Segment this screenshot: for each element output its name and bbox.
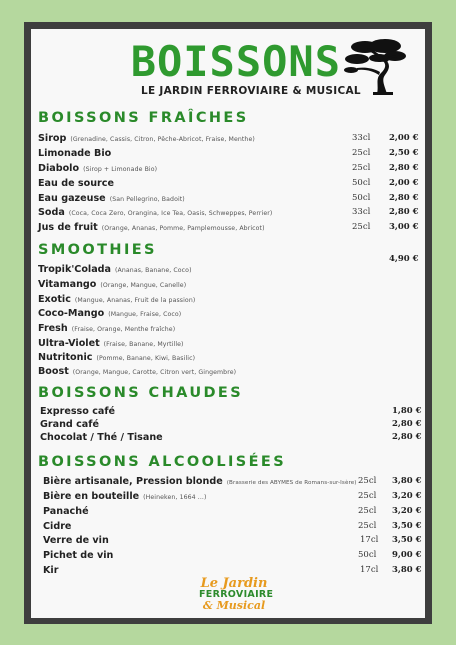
item-name: Limonade Bio bbox=[38, 148, 112, 159]
section-title-smoothies: SMOOTHIES bbox=[38, 242, 157, 258]
menu-row bbox=[31, 506, 425, 520]
menu-row bbox=[31, 550, 425, 564]
item-volume: 17cl bbox=[360, 565, 379, 575]
footer-logo bbox=[199, 576, 274, 615]
item-name: Soda (Coca, Coca Zero, Orangina, Ice Tea, Oasis, Schweppes, Perrier) bbox=[38, 207, 273, 218]
item-price: 3,80 € bbox=[392, 476, 422, 486]
item-volume: 50cl bbox=[352, 193, 371, 203]
item-name: Expresso café bbox=[40, 406, 116, 417]
item-desc: (Orange, Mangue, Canelle) bbox=[100, 282, 187, 289]
menu-row bbox=[31, 294, 425, 308]
logo-line-2: FERROVIAIRE bbox=[199, 589, 274, 600]
menu-row bbox=[31, 193, 425, 207]
item-name: Bière artisanale, Pression blonde (Brasserie des ABYMES de Romans-sur-Isère) bbox=[43, 476, 357, 487]
item-price: 3,50 € bbox=[392, 535, 422, 545]
item-name: Pichet de vin bbox=[43, 550, 114, 561]
menu-row bbox=[31, 133, 425, 147]
item-name: Exotic (Mangue, Ananas, Fruit de la passion) bbox=[38, 294, 196, 305]
item-price: 3,50 € bbox=[392, 521, 422, 531]
item-desc: (Fraise, Orange, Menthe fraîche) bbox=[71, 326, 176, 333]
item-name: Sirop (Grenadine, Cassis, Citron, Pêche-Abricot, Fraise, Menthe) bbox=[38, 133, 255, 144]
menu-row bbox=[31, 432, 425, 446]
item-desc: (Mangue, Ananas, Fruit de la passion) bbox=[74, 297, 196, 304]
item-price: 3,00 € bbox=[389, 222, 419, 232]
menu-row bbox=[31, 366, 425, 380]
logo-line-1: Le Jardin bbox=[200, 576, 268, 591]
menu-row bbox=[31, 338, 425, 352]
item-price: 1,80 € bbox=[392, 406, 422, 416]
menu-row bbox=[31, 352, 425, 366]
menu-row bbox=[31, 178, 425, 192]
item-price: 3,20 € bbox=[392, 491, 422, 501]
item-name: Diabolo (Sirop + Limonade Bio) bbox=[38, 163, 158, 174]
item-desc: (Mangue, Fraise, Coco) bbox=[108, 311, 182, 318]
item-name: Nutritonic (Pomme, Banane, Kiwi, Basilic) bbox=[38, 352, 196, 363]
menu-row bbox=[31, 279, 425, 293]
item-volume: 25cl bbox=[358, 506, 377, 516]
item-volume: 33cl bbox=[352, 207, 371, 217]
item-desc: (Pomme, Banane, Kiwi, Basilic) bbox=[96, 355, 196, 362]
item-desc: (Heineken, 1664 ...) bbox=[143, 494, 207, 501]
item-price: 3,80 € bbox=[392, 565, 422, 575]
item-volume: 25cl bbox=[352, 163, 371, 173]
item-volume: 25cl bbox=[352, 148, 371, 158]
item-name: Eau de source bbox=[38, 178, 114, 189]
item-price: 9,00 € bbox=[392, 550, 422, 560]
menu-row bbox=[31, 308, 425, 322]
bonsai-tree-icon bbox=[343, 37, 407, 95]
item-price: 2,80 € bbox=[389, 163, 419, 173]
item-desc: (Brasserie des ABYMES de Romans-sur-Isère) bbox=[226, 480, 357, 486]
item-price: 3,20 € bbox=[392, 506, 422, 516]
item-desc: (Fraise, Banane, Myrtille) bbox=[103, 341, 184, 348]
item-name: Kir bbox=[43, 565, 59, 576]
item-desc: (Orange, Ananas, Pomme, Pamplemousse, Abricot) bbox=[101, 225, 265, 232]
item-name: Panaché bbox=[43, 506, 89, 517]
menu-row bbox=[31, 491, 425, 505]
item-desc: (Sirop + Limonade Bio) bbox=[83, 166, 158, 173]
section-title-alcool: BOISSONS ALCOOLISÉES bbox=[38, 454, 287, 470]
item-desc: (Coca, Coca Zero, Orangina, Ice Tea, Oasis, Schweppes, Perrier) bbox=[68, 210, 273, 217]
item-volume: 33cl bbox=[352, 133, 371, 143]
item-name: Jus de fruit (Orange, Ananas, Pomme, Pamplemousse, Abricot) bbox=[38, 222, 265, 233]
item-name: Cidre bbox=[43, 521, 72, 532]
section-title-fraiches: BOISSONS FRAÎCHES bbox=[38, 110, 249, 126]
item-name: Coco-Mango (Mangue, Fraise, Coco) bbox=[38, 308, 182, 319]
item-volume: 25cl bbox=[358, 476, 377, 486]
item-price: 2,80 € bbox=[389, 207, 419, 217]
item-name: Vitamango (Orange, Mangue, Canelle) bbox=[38, 279, 187, 290]
item-desc: (Ananas, Banane, Coco) bbox=[115, 267, 192, 274]
item-name: Verre de vin bbox=[43, 535, 109, 546]
item-volume: 50cl bbox=[358, 550, 377, 560]
item-volume: 25cl bbox=[352, 222, 371, 232]
item-name: Eau gazeuse (San Pellegrino, Badoit) bbox=[38, 193, 185, 204]
item-name: Bière en bouteille (Heineken, 1664 ...) bbox=[43, 491, 207, 502]
menu-row bbox=[31, 476, 425, 490]
menu-row bbox=[31, 521, 425, 535]
item-name: Grand café bbox=[40, 419, 99, 430]
item-name: Chocolat / Thé / Tisane bbox=[40, 432, 163, 443]
item-price: 2,00 € bbox=[389, 133, 419, 143]
item-volume: 50cl bbox=[352, 178, 371, 188]
item-name: Fresh (Fraise, Orange, Menthe fraîche) bbox=[38, 323, 176, 334]
item-volume: 25cl bbox=[358, 521, 377, 531]
item-desc: (Orange, Mangue, Carotte, Citron vert, Gingembre) bbox=[72, 369, 237, 376]
item-desc: (San Pellegrino, Badoit) bbox=[109, 196, 185, 203]
menu-card bbox=[31, 29, 425, 618]
section-title-chaudes: BOISSONS CHAUDES bbox=[38, 385, 244, 401]
menu-row bbox=[31, 264, 425, 278]
menu-row bbox=[31, 535, 425, 549]
menu-row bbox=[31, 323, 425, 337]
menu-row bbox=[31, 406, 425, 420]
item-price: 2,80 € bbox=[389, 193, 419, 203]
item-name: Tropik'Colada (Ananas, Banane, Coco) bbox=[38, 264, 192, 275]
menu-row bbox=[31, 163, 425, 177]
item-desc: (Grenadine, Cassis, Citron, Pêche-Abricot, Fraise, Menthe) bbox=[70, 136, 255, 143]
item-name: Boost (Orange, Mangue, Carotte, Citron vert, Gingembre) bbox=[38, 366, 237, 377]
item-volume: 25cl bbox=[358, 491, 377, 501]
item-price: 2,80 € bbox=[392, 432, 422, 442]
smoothies-price: 4,90 € bbox=[389, 254, 419, 264]
menu-row bbox=[31, 419, 425, 433]
page-title: BOISSONS bbox=[130, 37, 341, 86]
item-volume: 17cl bbox=[360, 535, 379, 545]
item-name: Ultra-Violet (Fraise, Banane, Myrtille) bbox=[38, 338, 184, 349]
menu-row bbox=[31, 148, 425, 162]
page-subtitle: LE JARDIN FERROVIAIRE & MUSICAL bbox=[141, 85, 361, 97]
item-price: 2,50 € bbox=[389, 148, 419, 158]
menu-row bbox=[31, 207, 425, 221]
item-price: 2,80 € bbox=[392, 419, 422, 429]
menu-row bbox=[31, 222, 425, 236]
item-price: 2,00 € bbox=[389, 178, 419, 188]
logo-line-3: & Musical bbox=[202, 598, 266, 612]
